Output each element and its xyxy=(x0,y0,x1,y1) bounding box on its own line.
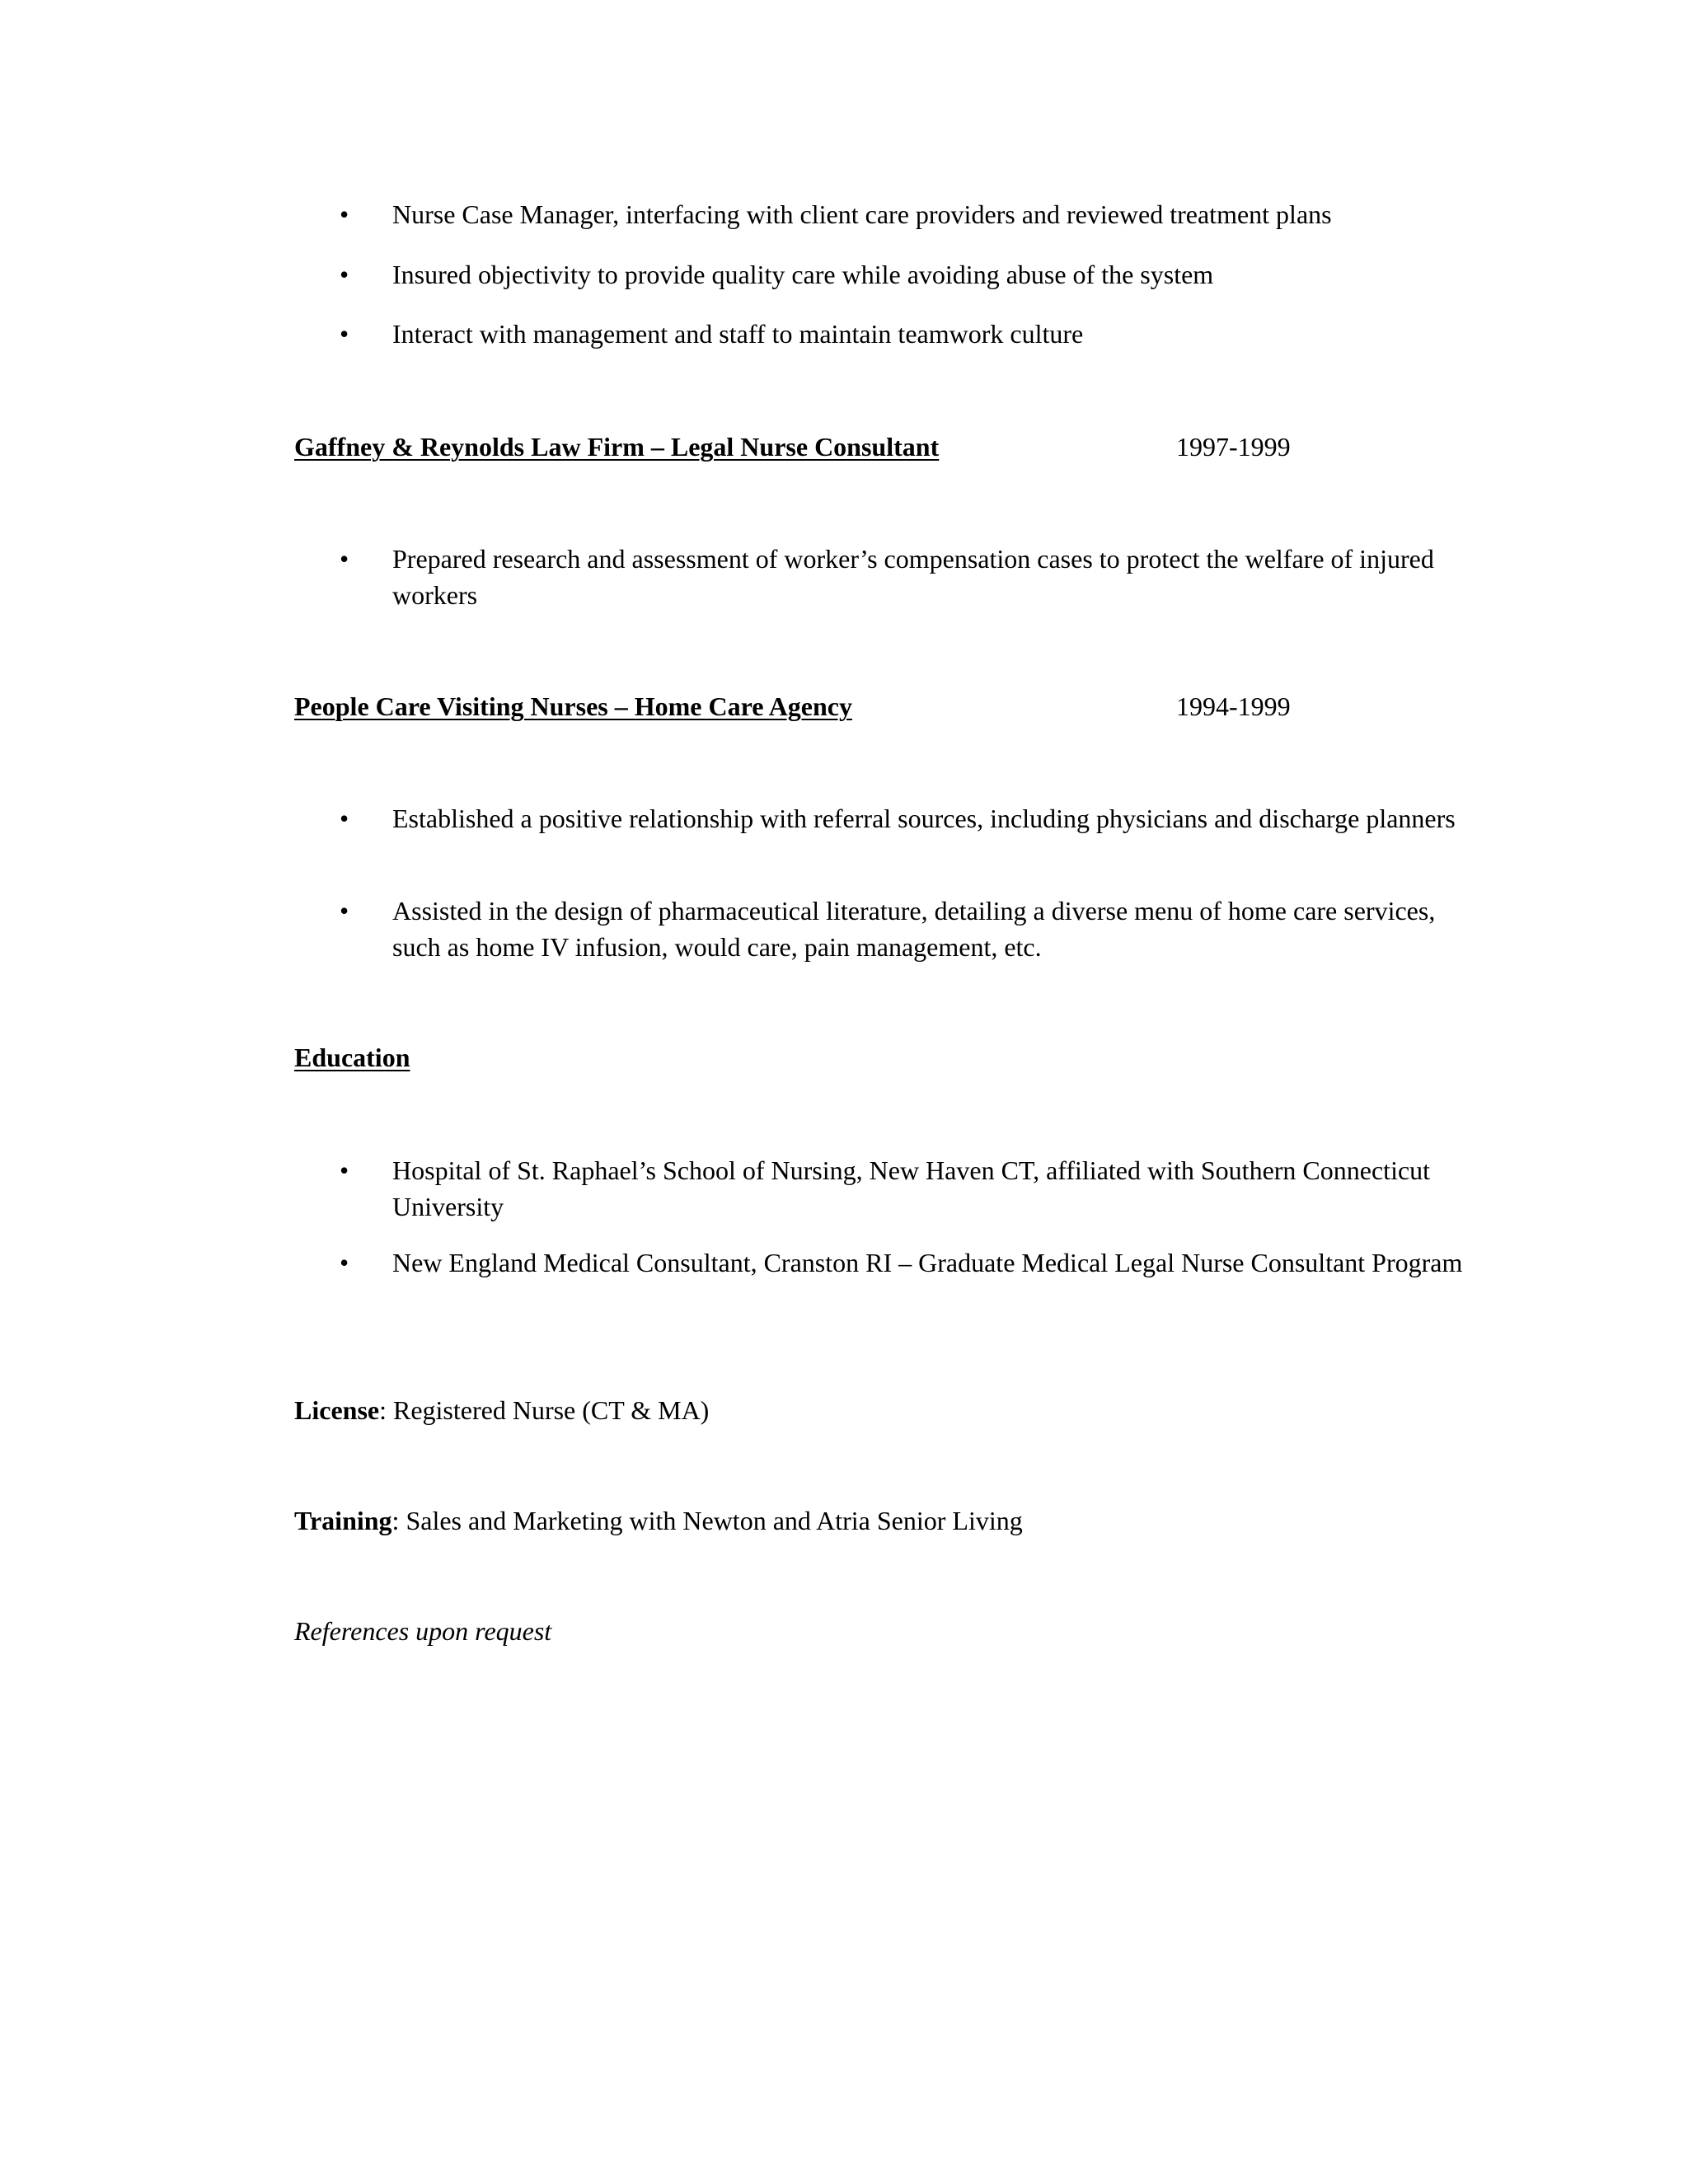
people-care-bullet-2: Assisted in the design of pharmaceutical literature, detailing a diverse menu of home care services, such as home IV infusion, would care, pain management, etc. xyxy=(392,896,1436,962)
license-value: : Registered Nurse (CT & MA) xyxy=(379,1395,710,1425)
bullet-marker: • xyxy=(340,199,349,229)
people-care-bullet-1: Established a positive relationship with referral sources, including physicians and discharge planners xyxy=(392,804,1456,833)
bullet-marker: • xyxy=(340,1155,349,1185)
education-bullet-2: New England Medical Consultant, Cranston RI – Graduate Medical Legal Nurse Consultant Program xyxy=(392,1248,1463,1277)
gaffney-bullet-1: Prepared research and assessment of worker’s compensation cases to protect the welfare of injured workers xyxy=(392,544,1434,610)
prior-role-bullet-2: Insured objectivity to provide quality care while avoiding abuse of the system xyxy=(392,260,1214,289)
training-value: : Sales and Marketing with Newton and Atria Senior Living xyxy=(392,1506,1023,1535)
bullet-marker: • xyxy=(340,896,349,926)
bullet-marker: • xyxy=(340,319,349,349)
people-care-years: 1994-1999 xyxy=(1176,691,1291,721)
gaffney-years: 1997-1999 xyxy=(1176,432,1291,462)
education-heading: Education xyxy=(294,1043,410,1072)
bullet-marker: • xyxy=(340,260,349,289)
license-line xyxy=(294,1392,709,1428)
training-label: Training xyxy=(294,1506,392,1535)
bullet-marker: • xyxy=(340,804,349,833)
references-note: References upon request xyxy=(294,1616,552,1646)
prior-role-bullet-3: Interact with management and staff to maintain teamwork culture xyxy=(392,319,1084,349)
people-care-job-title: People Care Visiting Nurses – Home Care Agency xyxy=(294,691,852,721)
bullet-marker: • xyxy=(340,544,349,574)
education-bullet-1: Hospital of St. Raphael’s School of Nursing, New Haven CT, affiliated with Southern Connecticut University xyxy=(392,1155,1431,1221)
training-line xyxy=(294,1502,1023,1539)
prior-role-bullet-1: Nurse Case Manager, interfacing with client care providers and reviewed treatment plans xyxy=(392,199,1332,229)
bullet-marker: • xyxy=(340,1248,349,1277)
license-label: License xyxy=(294,1395,380,1425)
gaffney-job-title: Gaffney & Reynolds Law Firm – Legal Nurse Consultant xyxy=(294,432,940,462)
